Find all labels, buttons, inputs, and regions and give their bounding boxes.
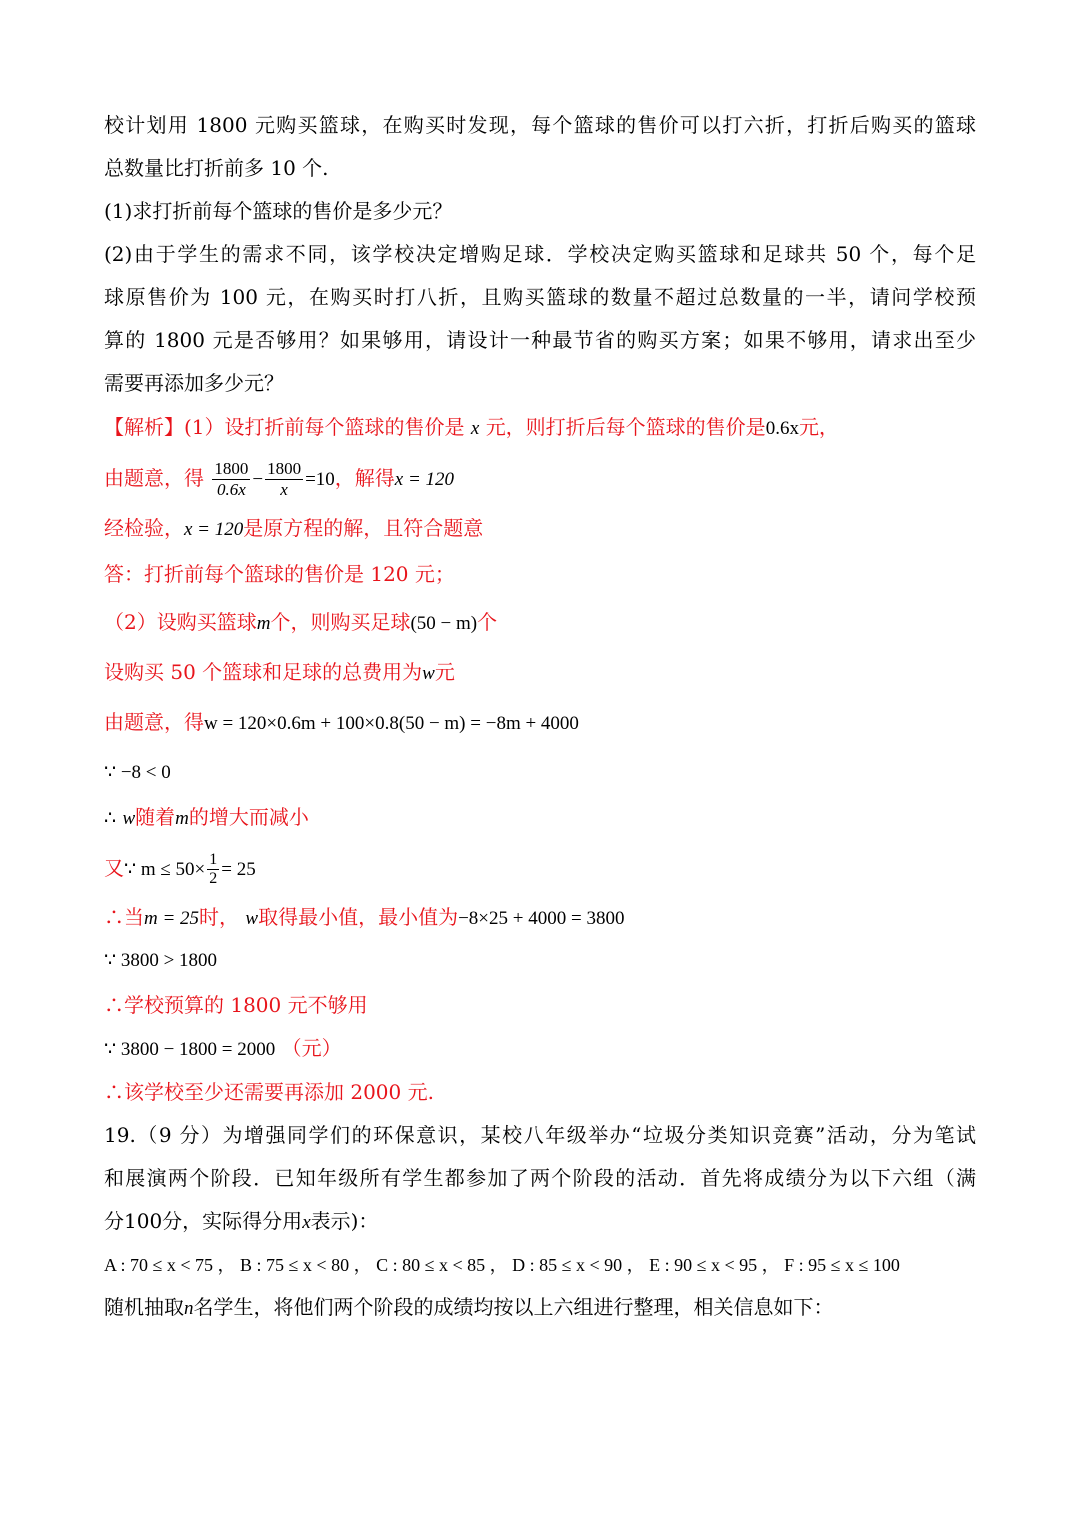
problem18-question2-line2: 球原售价为 100 元，在购买时打八折，且购买篮球的数量不超过总数量的一半，请问学校预	[104, 285, 976, 309]
problem18-line1: 校计划用 1800 元购买篮球，在购买时发现，每个篮球的售价可以打六折，打折后购买的篮球	[104, 113, 976, 137]
analysis-tag: 【解析】	[104, 415, 184, 439]
solution-because3: ∵ 3800 − 1800 = 2000 （元）	[104, 1036, 342, 1060]
solution-part2-setup: （2）设购买篮球m个，则购买足球(50 − m)个	[104, 610, 498, 634]
problem18-question2-line4: 需要再添加多少元？	[104, 371, 284, 395]
solution-also: 又∵ m ≤ 50× $\frac{1}{2}$ = 25	[104, 851, 256, 887]
fraction-one-half: $\frac{1}{2}$	[209, 851, 218, 887]
problem18-question1: (1)求打折前每个篮球的售价是多少元？	[104, 199, 453, 223]
solution-equation1: 由题意，得 $\frac{1800}{0.6x}$ − $\frac{1800}{x}$ =10，解得x = 120	[104, 459, 455, 499]
solution-therefore2: ∴学校预算的 1800 元不够用	[104, 993, 368, 1017]
solution-because2: ∵ 3800 > 1800	[104, 950, 218, 971]
solution-minimum: ∴当m = 25时， w取得最小值，最小值为−8×25 + 4000 = 3800	[104, 905, 625, 929]
problem18-question2-line1: (2)由于学生的需求不同，该学校决定增购足球．学校决定购买篮球和足球共 50 个，每个足	[104, 242, 976, 266]
fraction-1800-over-0.6x: $\frac{1800}{0.6x}$	[214, 459, 249, 499]
solution-total-cost: 设购买 50 个篮球和足球的总费用为w元	[104, 660, 455, 684]
problem19-line3: 分100分，实际得分用x表示)：	[104, 1209, 379, 1233]
variable-x: x	[470, 418, 480, 439]
problem19-line1: 19.（9 分）为增强同学们的环保意识，某校八年级举办“垃圾分类知识竞赛”活动，分为笔试	[104, 1123, 976, 1147]
problem19-line5: 随机抽取n名学生，将他们两个阶段的成绩均按以上六组进行整理，相关信息如下：	[104, 1295, 834, 1319]
solution-check: 经检验，x = 120是原方程的解，且符合题意	[104, 516, 484, 540]
solution-because1: ∵ −8 < 0	[104, 762, 171, 783]
solution-part1-setup: 【解析】(1）设打折前每个篮球的售价是 x 元，则打折后每个篮球的售价是0.6x元，	[104, 415, 839, 439]
solution-therefore3: ∴该学校至少还需要再添加 2000 元.	[104, 1080, 434, 1104]
solution-therefore1: ∴ w随着m的增大而减小	[104, 805, 309, 829]
problem18-line2: 总数量比打折前多 10 个.	[104, 156, 329, 180]
fraction-1800-over-x: $\frac{1800}{x}$	[267, 459, 302, 499]
solution-answer1: 答：打折前每个篮球的售价是 120 元；	[104, 562, 455, 586]
problem19-line2: 和展演两个阶段．已知年级所有学生都参加了两个阶段的活动．首先将成绩分为以下六组（满	[104, 1166, 976, 1190]
solution-equation2: 由题意，得w = 120×0.6m + 100×0.8(50 − m) = −8m + 4000	[104, 710, 579, 734]
problem19-score-groups: A : 70 ≤ x < 75 ， B : 75 ≤ x < 80 ， C : 80 ≤ x < 85 ， D : 85 ≤ x < 90 ， E : 90 ≤ x < 95 ， F : 95 ≤ x ≤ 100	[104, 1255, 900, 1275]
problem18-question2-line3: 算的 1800 元是否够用？如果够用，请设计一种最节省的购买方案；如果不够用，请求出至少	[104, 328, 976, 352]
